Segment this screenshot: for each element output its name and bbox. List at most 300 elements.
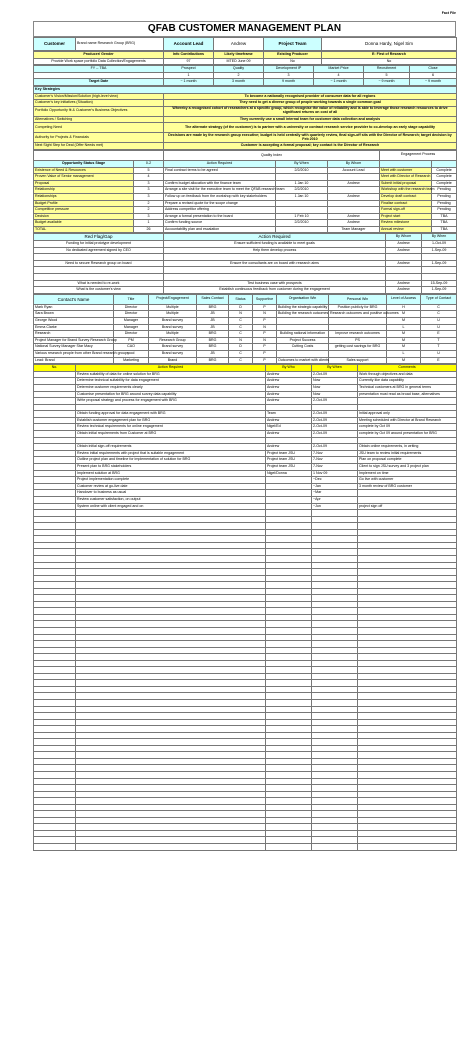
action-cell[interactable]: complete by Oct 09 [358, 424, 457, 431]
quality-cell[interactable]: Complete [432, 180, 457, 187]
quality-cell[interactable]: Meet with customer [380, 167, 432, 174]
redflag-cell[interactable]: Help them develop process [164, 247, 386, 254]
action-cell[interactable] [358, 398, 457, 405]
quality-cell[interactable]: TBA [432, 226, 457, 233]
action-cell[interactable]: Write proposal strategy and process for engagement with BRG [76, 398, 266, 405]
action-cell[interactable] [34, 844, 76, 851]
action-cell[interactable] [34, 371, 76, 378]
action-cell[interactable]: Now [312, 391, 358, 398]
contact-cell[interactable]: P [253, 304, 277, 311]
redflag-cell[interactable] [386, 267, 422, 274]
contact-cell[interactable]: Manager [114, 324, 149, 331]
quality-cell[interactable]: 2/2/2010 [276, 187, 328, 194]
quality-cell[interactable]: Project start [380, 213, 432, 220]
target-cell[interactable]: ~ 1 month [314, 79, 364, 86]
contact-cell[interactable]: Outcomes to market with clients [277, 357, 329, 364]
project-team-value[interactable]: Donna Hardy, Nigel Sim [322, 38, 457, 51]
contact-cell[interactable]: Director [114, 311, 149, 318]
action-cell[interactable] [266, 477, 312, 484]
redflag-cell[interactable]: Ensure the consultants are on board with research aims [164, 260, 386, 267]
contact-cell[interactable]: pool [114, 350, 149, 357]
action-cell[interactable]: 7-Nov [312, 463, 358, 470]
redflag-cell[interactable] [422, 274, 457, 281]
action-cell[interactable]: Obtain initial sign-off requirements [76, 444, 266, 451]
action-cell[interactable]: Project team JSU [266, 457, 312, 464]
contact-cell[interactable]: N [229, 337, 253, 344]
quality-cell[interactable] [328, 187, 380, 194]
contact-cell[interactable]: Brand survey [149, 344, 197, 351]
action-cell[interactable]: Client to sign JSU survey and 3 project plan [358, 463, 457, 470]
quality-cell[interactable]: Annual review [380, 226, 432, 233]
redflag-cell[interactable]: Funding for initial prototype development [34, 241, 164, 248]
quality-cell[interactable] [164, 174, 276, 181]
action-cell[interactable]: Meeting scheduled with Director at Brand Research [358, 417, 457, 424]
contact-cell[interactable]: BRG [197, 337, 229, 344]
action-cell[interactable]: 2-Oct-09 [312, 411, 358, 418]
action-cell[interactable]: Technical customers at BRG in general terms [358, 384, 457, 391]
quality-cell[interactable]: Pending [432, 207, 457, 214]
action-cell[interactable]: Initial approval only [358, 411, 457, 418]
quality-cell[interactable]: 1 Feb 10 [276, 213, 328, 220]
contact-cell[interactable]: Position publicly for BRG [329, 304, 387, 311]
quality-cell[interactable]: Final contract terms to be agreed [164, 167, 276, 174]
contact-cell[interactable]: Brand survey [149, 324, 197, 331]
action-cell[interactable] [358, 490, 457, 497]
contact-cell[interactable] [329, 350, 387, 357]
quality-cell[interactable]: 5 [134, 167, 164, 174]
contact-cell[interactable]: M [387, 311, 421, 318]
quality-cell[interactable]: Arrange a formal presentation to the board [164, 213, 276, 220]
contact-cell[interactable]: M [387, 357, 421, 364]
contact-cell[interactable]: U [421, 350, 457, 357]
contact-cell[interactable]: Sara Brown [34, 311, 114, 318]
contact-cell[interactable]: E [421, 331, 457, 338]
action-cell[interactable] [34, 424, 76, 431]
contact-cell[interactable]: C [421, 311, 457, 318]
contact-cell[interactable]: Brand [149, 357, 197, 364]
redflag-cell[interactable] [34, 274, 164, 281]
redflag-cell[interactable] [386, 274, 422, 281]
action-cell[interactable]: ~Jan [312, 483, 358, 490]
action-cell[interactable]: Present plan to BRG stakeholders [76, 463, 266, 470]
action-cell[interactable]: Review customer satisfaction, on output [76, 496, 266, 503]
quality-cell[interactable]: Complete [432, 167, 457, 174]
action-cell[interactable]: Project team JSU [266, 463, 312, 470]
redflag-cell[interactable] [34, 254, 164, 261]
action-cell[interactable] [34, 503, 76, 510]
redflag-cell[interactable]: What is needed to re-work [34, 280, 164, 287]
action-cell[interactable]: presentation must read as broad base, alternatives [358, 391, 457, 398]
quality-cell[interactable]: 26 [134, 226, 164, 233]
contact-cell[interactable]: D [229, 304, 253, 311]
redflag-cell[interactable]: What is the customer's view [34, 287, 164, 294]
redflag-cell[interactable]: Ensure sufficient funding is available to meet goals [164, 241, 386, 248]
action-cell[interactable]: Go live with customer [358, 477, 457, 484]
action-cell[interactable]: Project team JSU [266, 450, 312, 457]
contact-cell[interactable]: Building the strategic capability [277, 304, 329, 311]
contact-cell[interactable]: N [253, 337, 277, 344]
action-cell[interactable] [34, 450, 76, 457]
action-cell[interactable] [34, 463, 76, 470]
action-cell[interactable]: 2-Oct-09 [312, 398, 358, 405]
contact-cell[interactable]: H [387, 304, 421, 311]
action-cell[interactable] [34, 470, 76, 477]
quality-cell[interactable]: 3 [134, 213, 164, 220]
action-cell[interactable]: Andrew [266, 431, 312, 438]
quality-cell[interactable]: Pending [432, 200, 457, 207]
contact-cell[interactable]: Cutting Costs [277, 344, 329, 351]
action-cell[interactable]: Determine customer requirements clearly [76, 384, 266, 391]
contact-cell[interactable]: PM [114, 337, 149, 344]
action-cell[interactable] [34, 457, 76, 464]
action-cell[interactable]: Andrew [266, 371, 312, 378]
quality-cell[interactable]: Submit initial proposal [380, 180, 432, 187]
action-cell[interactable] [34, 378, 76, 385]
quality-cell[interactable] [276, 200, 328, 207]
quality-cell[interactable]: 3 [134, 180, 164, 187]
contact-cell[interactable]: JB [197, 350, 229, 357]
action-cell[interactable]: Project implementation complete [76, 477, 266, 484]
action-cell[interactable]: ~Apr [312, 496, 358, 503]
action-cell[interactable] [358, 496, 457, 503]
action-cell[interactable]: Andrew [266, 391, 312, 398]
redflag-cell[interactable]: 1-Sep-09 [422, 247, 457, 254]
redflag-cell[interactable]: Andrew [386, 241, 422, 248]
contact-cell[interactable]: Research [34, 331, 114, 338]
action-cell[interactable]: 2-Oct-09 [312, 444, 358, 451]
strategy-value[interactable]: They need to get a diverse group of people working towards a single common goal [164, 100, 457, 107]
quality-cell[interactable] [276, 226, 328, 233]
producer-value[interactable]: Provide Work space portfolio Data Collection/Engagements [34, 58, 164, 65]
contact-cell[interactable]: BRG [197, 304, 229, 311]
quality-cell[interactable]: 3 [134, 193, 164, 200]
quality-cell[interactable] [276, 174, 328, 181]
contact-cell[interactable]: Project Success [277, 337, 329, 344]
action-cell[interactable] [34, 496, 76, 503]
customer-value[interactable]: Brand name Research Group (BRG) [76, 38, 164, 51]
contact-cell[interactable]: Director [114, 331, 149, 338]
contact-cell[interactable]: C [229, 331, 253, 338]
action-cell[interactable]: Customer review at go-live date [76, 483, 266, 490]
contact-cell[interactable]: getting cost savings for BRG [329, 344, 387, 351]
contact-cell[interactable]: N [229, 311, 253, 318]
quality-cell[interactable]: Address competitor offering [164, 207, 276, 214]
contact-cell[interactable]: Marketing [114, 357, 149, 364]
quality-cell[interactable]: Develop draft contract [380, 193, 432, 200]
quality-cell[interactable]: Finalise contract [380, 200, 432, 207]
quality-cell[interactable]: Account Lead [328, 167, 380, 174]
action-cell[interactable] [34, 490, 76, 497]
action-cell[interactable] [266, 496, 312, 503]
contact-cell[interactable]: U [421, 324, 457, 331]
action-cell[interactable]: Review technical requirements for online engagement [76, 424, 266, 431]
contact-cell[interactable]: National Survey Manager Star Macy [34, 344, 114, 351]
action-cell[interactable]: 7-Nov [312, 450, 358, 457]
action-cell[interactable] [76, 844, 266, 851]
action-cell[interactable]: 2-Oct-09 [312, 431, 358, 438]
action-cell[interactable]: Andrew [266, 378, 312, 385]
quality-cell[interactable]: Andrew [328, 180, 380, 187]
strategy-value[interactable]: Whereby a recognised cohort of researchers at a specific group, which recognise the value of reliability and is able to leverage those research resources to drive significant returns on cost of all [164, 106, 457, 116]
contact-cell[interactable]: BRG [197, 331, 229, 338]
action-cell[interactable]: Work through objectives and data [358, 371, 457, 378]
contact-cell[interactable]: Project Manager for Brand Survey Research Group [34, 337, 114, 344]
target-cell[interactable]: ~ 9 month [364, 79, 410, 86]
quality-cell[interactable]: 2 [134, 200, 164, 207]
contact-cell[interactable]: Emma Clarke [34, 324, 114, 331]
contact-cell[interactable]: C [229, 350, 253, 357]
contact-cell[interactable]: Mark Ryan [34, 304, 114, 311]
quality-cell[interactable]: Review milestone [380, 220, 432, 227]
quality-cell[interactable]: Workshop with the research team [380, 187, 432, 194]
contact-cell[interactable]: Multiple [149, 311, 197, 318]
contact-cell[interactable]: George Wood [34, 318, 114, 325]
contact-cell[interactable]: Research outcomes and positive outcomes [329, 311, 387, 318]
redflag-cell[interactable]: Test business case with prospects [164, 280, 386, 287]
contact-cell[interactable]: C [229, 357, 253, 364]
action-cell[interactable]: JSU team to review initial requirements [358, 450, 457, 457]
contact-cell[interactable]: U [421, 318, 457, 325]
quality-cell[interactable]: TBA [432, 213, 457, 220]
contact-cell[interactable]: L [387, 324, 421, 331]
target-cell[interactable]: ~ 9 month [410, 79, 457, 86]
target-cell[interactable]: 9 month [264, 79, 314, 86]
action-cell[interactable] [266, 844, 312, 851]
redflag-cell[interactable]: 1-Sep-09 [422, 260, 457, 267]
quality-cell[interactable]: Andrew [328, 213, 380, 220]
redflag-cell[interactable] [422, 267, 457, 274]
contact-cell[interactable]: Brand survey [149, 350, 197, 357]
contact-cell[interactable]: P [253, 331, 277, 338]
quality-cell[interactable]: Pending [432, 193, 457, 200]
quality-cell[interactable] [276, 207, 328, 214]
redflag-cell[interactable]: Andrew [386, 260, 422, 267]
contact-cell[interactable] [329, 324, 387, 331]
action-cell[interactable]: Implement solution at BRG [76, 470, 266, 477]
contact-cell[interactable]: C [421, 304, 457, 311]
redflag-cell[interactable] [164, 274, 386, 281]
redflag-cell[interactable]: 1-Oct-09 [422, 241, 457, 248]
account-lead-value[interactable]: Andrew [214, 38, 264, 51]
contact-cell[interactable]: Building the research outcomes [277, 311, 329, 318]
quality-cell[interactable]: Confirm budget allocation with the finance team [164, 180, 276, 187]
contact-cell[interactable]: Research Group [149, 337, 197, 344]
action-cell[interactable]: 2-Oct-09 [312, 424, 358, 431]
contact-cell[interactable]: Various research people from other Brand research groups [34, 350, 114, 357]
action-cell[interactable]: Andrew [266, 384, 312, 391]
action-cell[interactable]: Implement on time [358, 470, 457, 477]
quality-cell[interactable]: Andrew [328, 220, 380, 227]
quality-cell[interactable]: Meet with Director of Research [380, 174, 432, 181]
action-cell[interactable]: complete by Oct 09 around presentation for BRG [358, 431, 457, 438]
quality-cell[interactable]: Accountability plan and escalation [164, 226, 276, 233]
contact-cell[interactable]: Brand survey [149, 318, 197, 325]
action-cell[interactable]: 2-Oct-09 [312, 371, 358, 378]
quality-cell[interactable]: 2 [134, 207, 164, 214]
contact-cell[interactable]: Multiple [149, 331, 197, 338]
producer-value[interactable]: MTED June 09 [214, 58, 264, 65]
action-cell[interactable]: Plan on proposal complete [358, 457, 457, 464]
contact-cell[interactable]: Building national information [277, 331, 329, 338]
strategy-value[interactable]: Decisions are made by the research group executive; budget is held centrally with quarterly review, final sign-off sits with the Director of Research; target decision by Feb 2010 [164, 133, 457, 143]
contact-cell[interactable] [277, 318, 329, 325]
action-cell[interactable]: Nigel/Ed [266, 424, 312, 431]
contact-cell[interactable]: P [253, 344, 277, 351]
contact-cell[interactable]: BRG [197, 344, 229, 351]
redflag-cell[interactable]: 1-Sep-09 [422, 287, 457, 294]
redflag-cell[interactable]: Need to secure Research group on board [34, 260, 164, 267]
quality-cell[interactable]: TBA [432, 220, 457, 227]
action-cell[interactable] [34, 417, 76, 424]
contact-cell[interactable]: L [387, 350, 421, 357]
quality-cell[interactable]: 1 Jan 10 [276, 193, 328, 200]
redflag-cell[interactable]: No dedicated agreement signed by CEO [34, 247, 164, 254]
contact-cell[interactable] [277, 324, 329, 331]
action-cell[interactable]: Determine technical suitability for data engagement [76, 378, 266, 385]
quality-cell[interactable]: Team Manager [328, 226, 380, 233]
strategy-value[interactable]: To become a nationally recognised provider of consumer data for all regions [164, 93, 457, 100]
contact-cell[interactable]: BRG [197, 357, 229, 364]
action-cell[interactable] [312, 844, 358, 851]
action-cell[interactable]: project sign off [358, 503, 457, 510]
action-cell[interactable]: 7-Nov [312, 457, 358, 464]
quality-cell[interactable]: 2/2/2010 [276, 220, 328, 227]
action-cell[interactable]: Outline project plan and timeline for implementation of solution for BRG [76, 457, 266, 464]
contact-cell[interactable] [329, 318, 387, 325]
action-cell[interactable]: Andrew [266, 417, 312, 424]
contact-cell[interactable]: M [387, 331, 421, 338]
quality-cell[interactable] [328, 174, 380, 181]
action-cell[interactable] [34, 431, 76, 438]
contact-cell[interactable]: P [253, 318, 277, 325]
contact-cell[interactable]: JB [197, 324, 229, 331]
quality-cell[interactable]: Arrange a site visit for the executive team to meet the QFAB research team [164, 187, 276, 194]
action-cell[interactable]: Review suitability of data for online solution for BRG [76, 371, 266, 378]
quality-cell[interactable]: Andrew [328, 193, 380, 200]
action-cell[interactable]: Now [312, 384, 358, 391]
quality-cell[interactable]: 1 [134, 220, 164, 227]
action-cell[interactable]: Review initial requirements with project that is suitable engagement [76, 450, 266, 457]
action-cell[interactable]: ~Jun [312, 503, 358, 510]
contact-cell[interactable]: Manager [114, 318, 149, 325]
contact-cell[interactable]: Director [114, 304, 149, 311]
contact-cell[interactable]: E [421, 357, 457, 364]
quality-cell[interactable] [328, 207, 380, 214]
producer-value[interactable]: No [264, 58, 322, 65]
quality-cell[interactable]: Prepare a revised quote for the scope change [164, 200, 276, 207]
action-cell[interactable]: Establish customer engagement plan for BRG [76, 417, 266, 424]
action-cell[interactable] [266, 503, 312, 510]
action-cell[interactable] [34, 483, 76, 490]
action-cell[interactable]: 3 month review of BRG customer [358, 483, 457, 490]
producer-value[interactable]: 97 [164, 58, 214, 65]
action-cell[interactable]: Obtain online requirements, in writing [358, 444, 457, 451]
contact-cell[interactable]: T [421, 344, 457, 351]
contact-cell[interactable]: P [253, 350, 277, 357]
strategy-value[interactable]: Customer is accepting a formal proposal; key contact is the Director of Research [164, 143, 457, 150]
contact-cell[interactable]: Multiple [149, 304, 197, 311]
action-cell[interactable] [34, 384, 76, 391]
redflag-cell[interactable] [386, 254, 422, 261]
redflag-cell[interactable]: Establish continuous feedback from customer during the engagement [164, 287, 386, 294]
action-cell[interactable] [34, 398, 76, 405]
contact-cell[interactable]: PS [329, 337, 387, 344]
action-cell[interactable] [266, 483, 312, 490]
contact-cell[interactable]: N [253, 311, 277, 318]
contact-cell[interactable]: C [229, 324, 253, 331]
action-cell[interactable] [34, 391, 76, 398]
contact-cell[interactable]: T [421, 337, 457, 344]
action-cell[interactable]: ~Dec [312, 477, 358, 484]
action-cell[interactable]: Andrew [266, 398, 312, 405]
contact-cell[interactable]: Sales support [329, 357, 387, 364]
contact-cell[interactable]: N [253, 324, 277, 331]
redflag-cell[interactable] [164, 267, 386, 274]
action-cell[interactable]: Nigel/Donna [266, 470, 312, 477]
quality-cell[interactable]: Follow up on feedback from the workshop with key stakeholders [164, 193, 276, 200]
contact-cell[interactable]: M [387, 344, 421, 351]
action-cell[interactable]: Currently like data capability [358, 378, 457, 385]
strategy-value[interactable]: The alternate strategy (of the customer) is to partner with a university or contract research service provider to co-develop an early stage capability [164, 123, 457, 133]
redflag-cell[interactable]: Andrew [386, 287, 422, 294]
action-cell[interactable]: Customise presentation for BRG around survey data capability [76, 391, 266, 398]
redflag-cell[interactable] [34, 267, 164, 274]
action-cell[interactable] [34, 444, 76, 451]
action-cell[interactable] [34, 477, 76, 484]
contact-cell[interactable]: Improve research outcomes [329, 331, 387, 338]
quality-cell[interactable]: Complete [432, 174, 457, 181]
producer-value[interactable]: No [322, 58, 457, 65]
action-cell[interactable]: System online with client engaged and on [76, 503, 266, 510]
target-cell[interactable]: ~ 1 month [164, 79, 214, 86]
redflag-cell[interactable]: Andrew [386, 247, 422, 254]
quality-cell[interactable]: Formal sign-off [380, 207, 432, 214]
contact-cell[interactable] [277, 350, 329, 357]
quality-cell[interactable]: Pending [432, 187, 457, 194]
contact-cell[interactable]: D [229, 344, 253, 351]
action-cell[interactable]: Obtain initial requirements from Customer at BRG [76, 431, 266, 438]
redflag-cell[interactable]: Andrew [386, 280, 422, 287]
contact-cell[interactable]: JB [197, 318, 229, 325]
quality-cell[interactable]: 4 [134, 174, 164, 181]
contact-cell[interactable]: JB [197, 311, 229, 318]
action-cell[interactable] [34, 411, 76, 418]
action-cell[interactable] [266, 490, 312, 497]
contact-cell[interactable]: P [253, 357, 277, 364]
contact-cell[interactable]: C [229, 318, 253, 325]
action-cell[interactable]: Now [312, 378, 358, 385]
contact-cell[interactable]: CAO [114, 344, 149, 351]
target-cell[interactable]: 3 month [214, 79, 264, 86]
contact-cell[interactable]: M [387, 337, 421, 344]
action-cell[interactable] [358, 844, 457, 851]
redflag-cell[interactable]: 15-Sep-09 [422, 280, 457, 287]
quality-cell[interactable]: 3 [134, 187, 164, 194]
quality-cell[interactable]: 2/2/2010 [276, 167, 328, 174]
contact-cell[interactable]: M [387, 318, 421, 325]
action-cell[interactable]: Andrew [266, 444, 312, 451]
contact-cell[interactable]: Lead: Brand [34, 357, 114, 364]
action-cell[interactable]: ~Mar [312, 490, 358, 497]
action-cell[interactable]: Team [266, 411, 312, 418]
quality-cell[interactable] [328, 200, 380, 207]
action-cell[interactable]: Handover to business as usual [76, 490, 266, 497]
quality-cell[interactable]: 1 Jan 10 [276, 180, 328, 187]
quality-cell[interactable]: Confirm funding source [164, 220, 276, 227]
action-cell[interactable]: 2-Oct-09 [312, 417, 358, 424]
redflag-cell[interactable] [422, 254, 457, 261]
action-cell[interactable]: Obtain funding approval for data engagement with BRG [76, 411, 266, 418]
